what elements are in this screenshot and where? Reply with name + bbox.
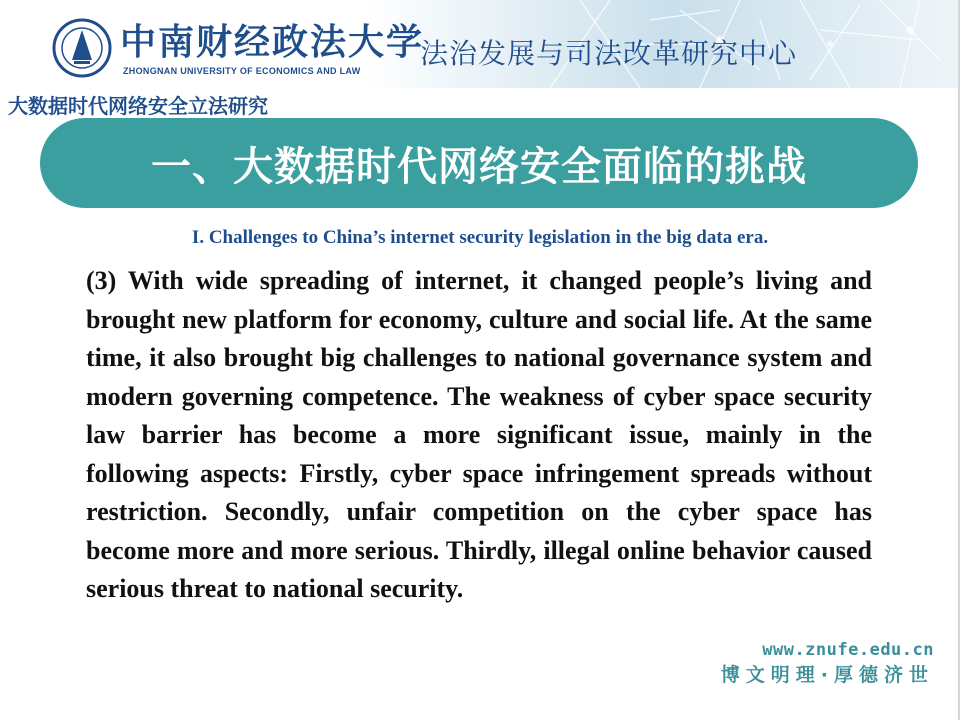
footer-website: www.znufe.edu.cn: [762, 640, 934, 660]
footer-motto: 博文明理·厚德济世: [720, 664, 934, 686]
university-name-en: ZHONGNAN UNIVERSITY OF ECONOMICS AND LAW: [123, 66, 361, 76]
body-paragraph: (3) With wide spreading of internet, it changed people’s living and brought new platform for economy, culture and social life. At the same time, it also brought big challenges to national governance system and modern governing competence. The weakness of cyber space security law barrier has become a more significant issue, mainly in the following aspects: Firstly, cyber space infringement spreads without restriction. Secondly, unfair competition on the cyber space has become more and more serious. Thirdly, illegal online behavior caused serious threat to national security.: [86, 266, 872, 603]
presentation-subtitle: 大数据时代网络安全立法研究: [8, 94, 268, 118]
research-center-name: 法治发展与司法改革研究中心: [420, 37, 798, 70]
slide-title-banner: [40, 118, 918, 208]
university-name-cn: 中南财经政法大学: [120, 21, 425, 63]
header-banner: [0, 0, 960, 88]
english-heading: I. Challenges to China’s internet security legislation in the big data era.: [191, 227, 769, 248]
university-emblem-icon: [52, 18, 112, 78]
slide-title: 一、大数据时代网络安全面临的挑战: [151, 143, 807, 190]
